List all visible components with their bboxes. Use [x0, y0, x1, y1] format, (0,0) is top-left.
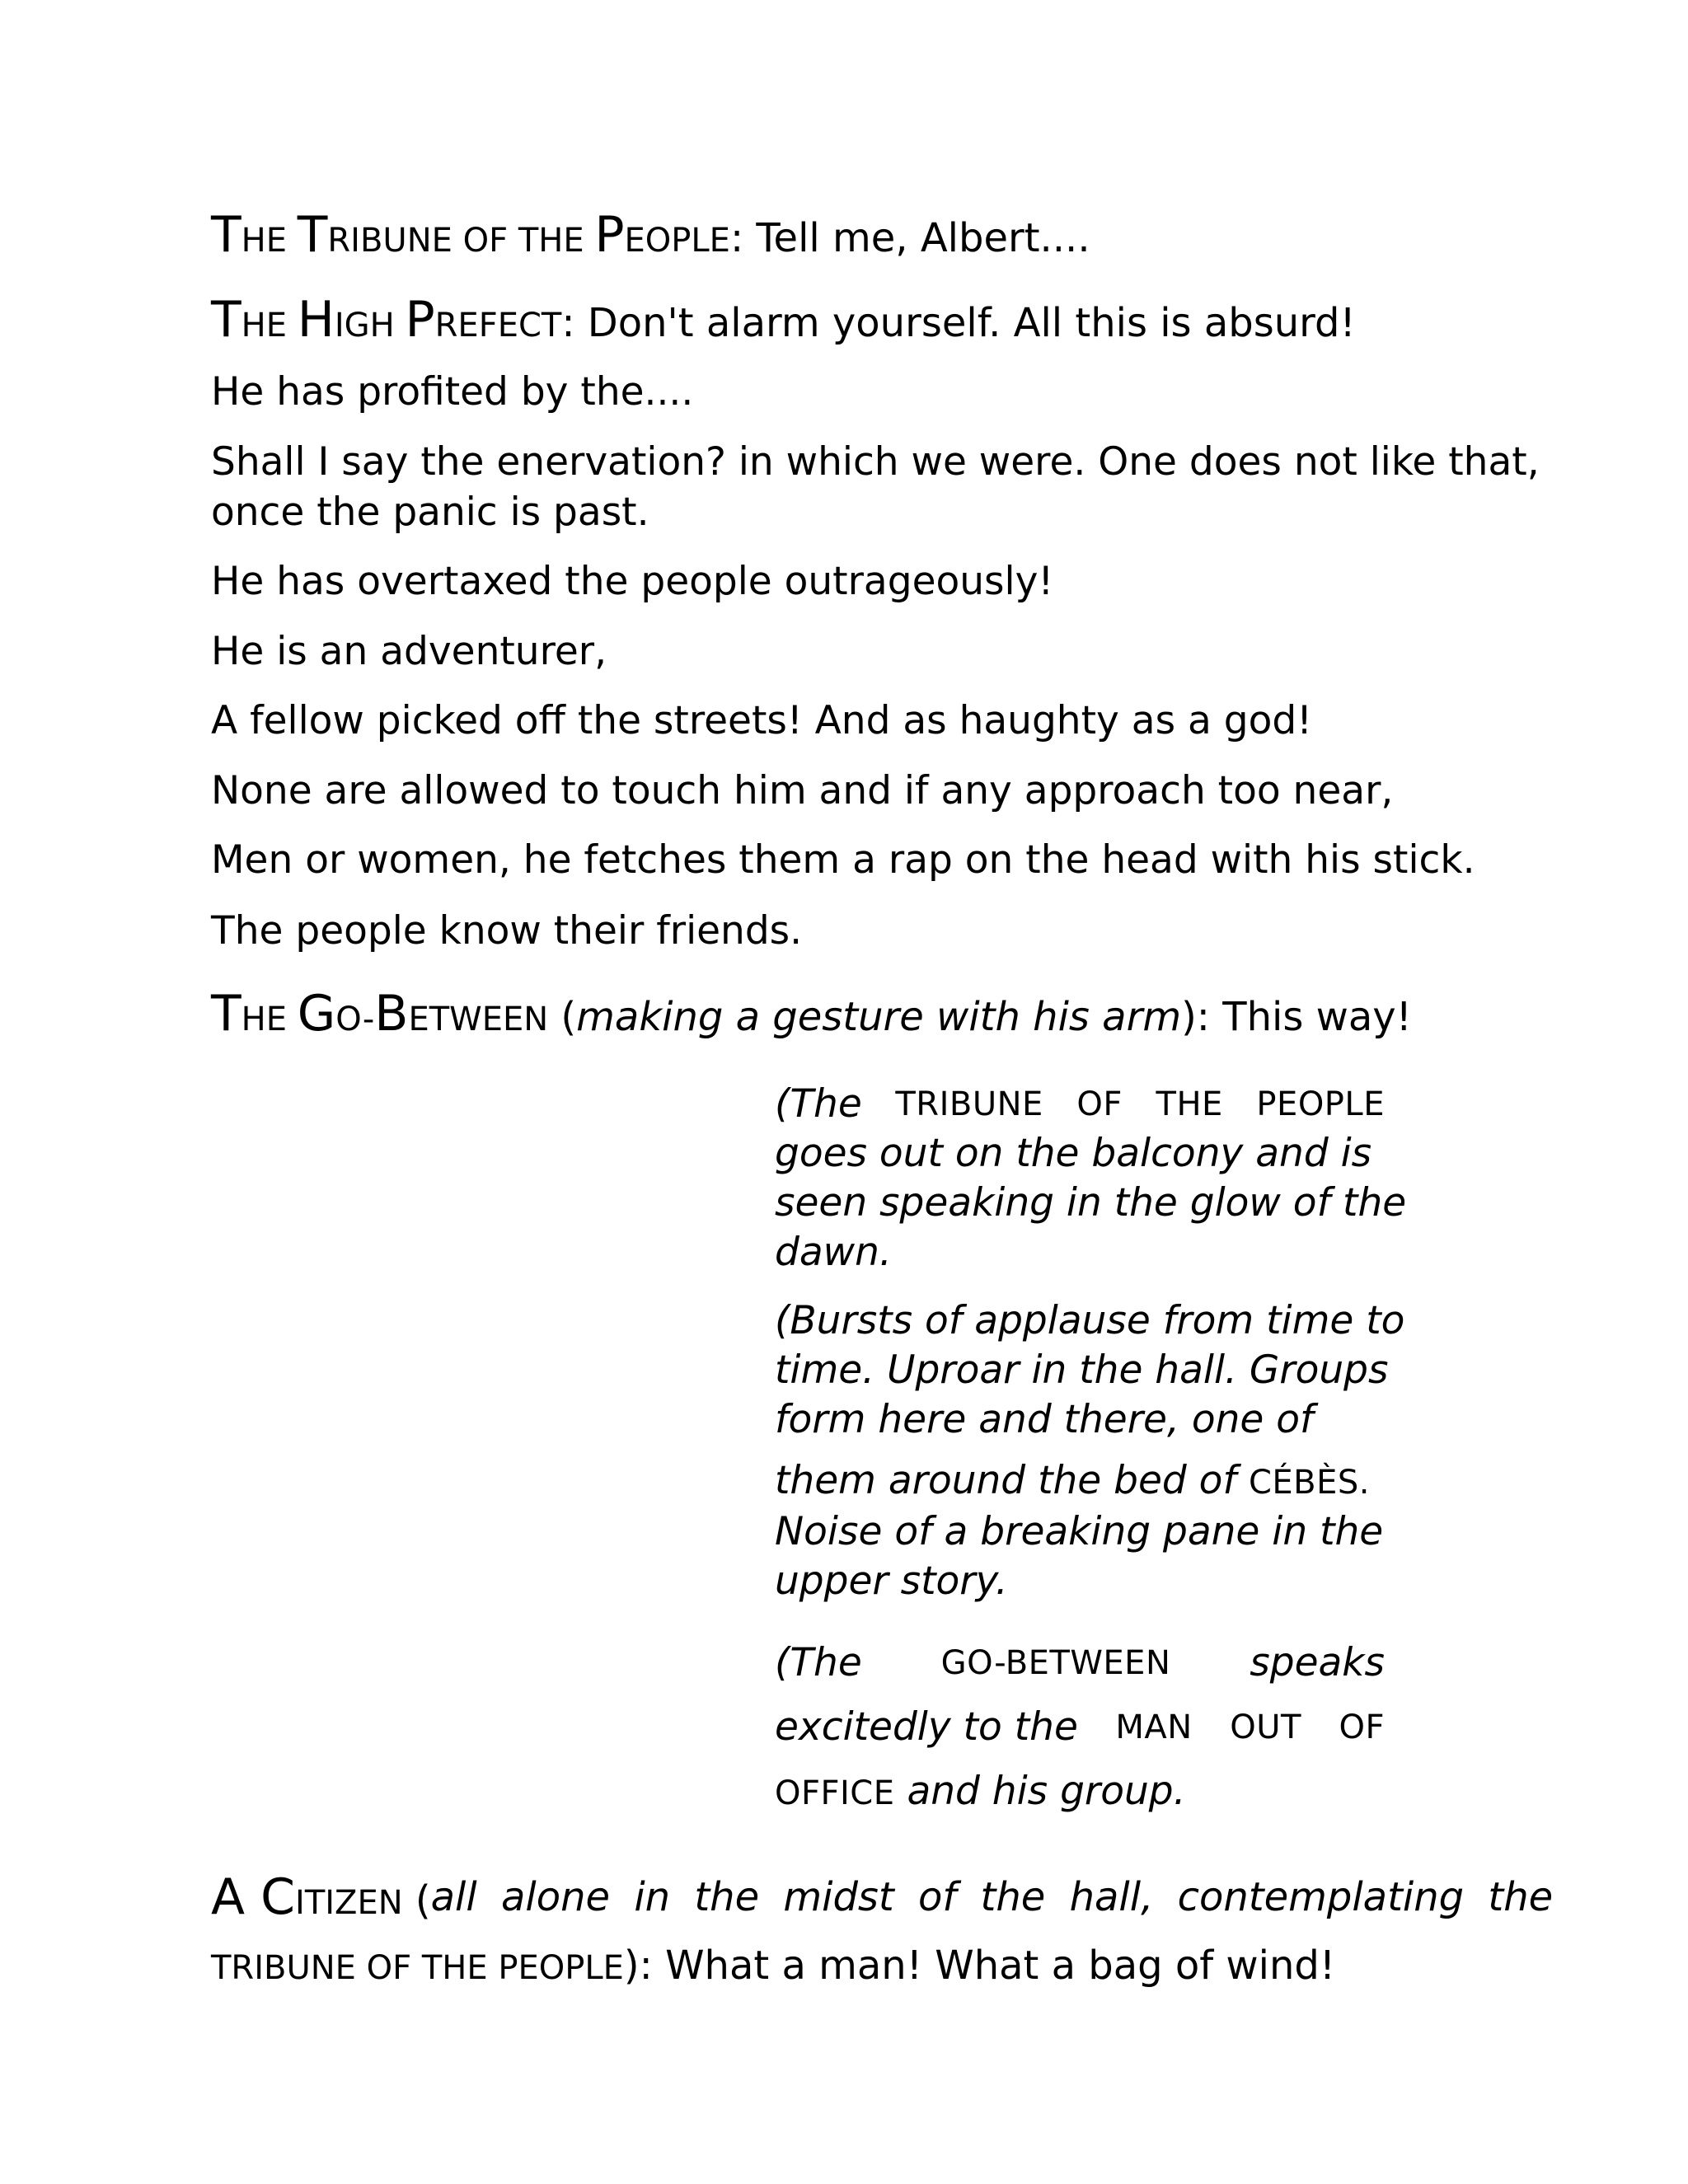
stage-direction-inline: making a gesture with his arm: [576, 994, 1182, 1040]
speaker-name: A CITIZEN (: [211, 1868, 431, 1926]
stage-direction-line: them around the bed of CÉBÈS.: [775, 1458, 1370, 1503]
stage-direction-line: excitedly to the MAN OUT OF: [775, 1704, 1385, 1750]
speech-citizen-cont: TRIBUNE OF THE PEOPLE): What a man! What a bag of wind!: [211, 1943, 1336, 1989]
stage-direction-line: time. Uproar in the hall. Groups: [775, 1347, 1389, 1393]
stage-direction-inline: all alone in the midst of the hall, contemplating the: [430, 1874, 1554, 1920]
stage-direction-line: seen speaking in the glow of the: [775, 1180, 1407, 1226]
dialogue-text: Don't alarm yourself. All this is absurd!: [574, 300, 1356, 346]
dialogue-text: What a man! What a bag of wind!: [652, 1943, 1336, 1989]
dialogue-line: He has overtaxed the people outrageously!: [211, 559, 1054, 604]
dialogue-line: Shall I say the enervation? in which we were. One does not like that,: [211, 439, 1540, 485]
speech-citizen: [211, 1868, 1554, 1928]
speaker-name: THE TRIBUNE OF THE PEOPLE: [211, 206, 730, 264]
stage-direction-line: (Bursts of applause from time to: [775, 1298, 1405, 1343]
speech-go-between: THE GO-BETWEEN (making a gesture with his arm): This way!: [211, 985, 1412, 1043]
dialogue-text: This way!: [1209, 994, 1412, 1040]
stage-direction-line: OFFICE and his group.: [775, 1769, 1186, 1814]
stage-direction-line: goes out on the balcony and is: [775, 1131, 1372, 1176]
dialogue-text: Tell me, Albert....: [743, 215, 1090, 261]
stage-direction-line: upper story.: [775, 1558, 1008, 1604]
stage-direction: [775, 1638, 1385, 1818]
dialogue-line: He has profited by the....: [211, 369, 694, 415]
dialogue-line: He is an adventurer,: [211, 629, 607, 674]
speaker-name: THE HIGH PREFECT: [211, 291, 562, 349]
stage-direction-line: form here and there, one of: [775, 1397, 1314, 1442]
dialogue-line: None are allowed to touch him and if any approach too near,: [211, 768, 1394, 813]
speech-tribune: THE TRIBUNE OF THE PEOPLE: Tell me, Albert....: [211, 206, 1090, 264]
stage-direction-line: (The GO-BETWEEN speaks: [775, 1640, 1385, 1685]
stage-direction-line: dawn.: [775, 1230, 892, 1275]
speech-high-prefect: THE HIGH PREFECT: Don't alarm yourself. All this is absurd!: [211, 291, 1356, 349]
stage-direction: [775, 1080, 1407, 1277]
dialogue-line: once the panic is past.: [211, 490, 649, 535]
dialogue-line: The people know their friends.: [211, 908, 803, 954]
stage-direction-line: (The TRIBUNE OF THE PEOPLE: [775, 1081, 1385, 1127]
speaker-name: THE GO-BETWEEN: [211, 985, 549, 1043]
stage-direction-line: Noise of a breaking pane in the: [775, 1509, 1384, 1554]
dialogue-line: A fellow picked off the streets! And as haughty as a god!: [211, 698, 1313, 743]
stage-direction: [775, 1296, 1405, 1606]
dialogue-line: Men or women, he fetches them a rap on the head with his stick.: [211, 837, 1475, 883]
